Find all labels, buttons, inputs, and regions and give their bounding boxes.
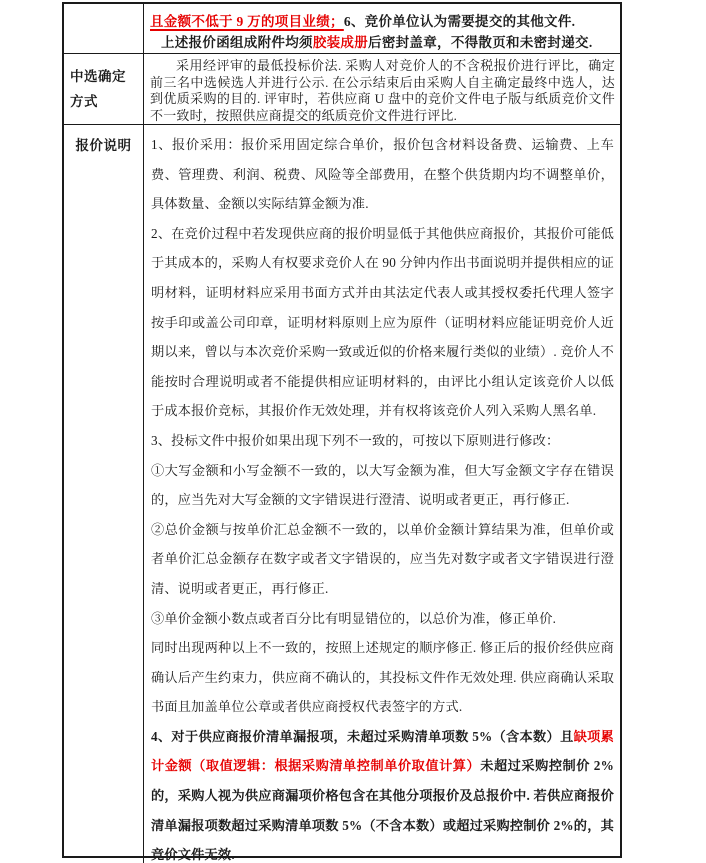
table-row-submission-notes-continued <box>64 4 620 53</box>
pricing-notes-header-label: 报价说明 <box>75 138 132 153</box>
table-row-selection-method <box>64 53 620 124</box>
binding-requirement-highlight-text: 胶装成册 <box>312 35 369 50</box>
submission-note-line2 <box>150 32 615 53</box>
missing-items-rule-suffix-text: 未超过采购控制价 2%的，采购人视为供应商漏项价格包含在其他分项报价及总报价中. 若供应商报价清单漏报项数超过采购清单项数 5%（不含本数）或超过采购控制价 2%的，其竞价文件无效. <box>151 758 614 863</box>
table-row-pricing-notes <box>64 124 620 863</box>
pricing-paragraph-3-note: 同时出现两种以上不一致的，按照上述规定的顺序修正. 修正后的报价经供应商确认后产生约束力，供应商不确认的，其投标文件作无效处理. 供应商确认采取书面且加盖单位公章或者供应商授权代表签字的方式. <box>151 640 614 715</box>
row1-content-cell <box>144 4 620 53</box>
pricing-paragraph-3-item3: ③单价金额小数点或者百分比有明显错位的，以总价为准，修正单价. <box>151 610 557 626</box>
selection-method-content-cell <box>144 54 620 124</box>
pricing-paragraph-4 <box>151 722 614 863</box>
pricing-paragraph-2: 2、在竞价过程中若发现供应商的报价明显低于其他供应商报价，其报价可能低于其成本的，采购人有权要求竞价人在 90 分钟内作出书面说明并提供相应的证明材料，证明材料应采用书面方式并由其法定代表人或其授权委托代理人签字按手印或盖公司印章，证明材料原则上应为原件（证明材料应能证明竞价人近期以来，曾以与本次竞价采购一致或近似的价格来履行类似的业绩）. 竞价人不能按时合理说明或者不能提供相应证明材料的，由评比小组认定该竞价人以低于成本报价竞标，其报价作无效处理，并有权将该竞价人列入采购人黑名单. <box>151 225 614 419</box>
binding-requirement-suffix-text: 后密封盖章，不得散页和未密封递交. <box>368 35 593 50</box>
pricing-paragraph-1: 1、报价采用：报价采用固定综合单价，报价包含材料设备费、运输费、上车费、管理费、利润、税费、风险等全部费用，在整个供货期内均不调整单价，具体数量、金额以实际结算金额为准. <box>151 137 614 212</box>
submission-note-line1 <box>150 11 615 32</box>
bidding-terms-table <box>62 2 622 863</box>
pricing-notes-header-cell <box>64 125 144 863</box>
pricing-notes-content-cell <box>144 125 620 863</box>
missing-items-rule-highlight-text: 缺项累计金额（取值逻辑：根据采购清单控制单价取值计算） <box>151 728 614 774</box>
required-performance-amount-text: 且金额不低于 9 万的项目业绩； <box>150 14 344 29</box>
pricing-paragraph-3-item2: ②总价金额与按单价汇总金额不一致的，以单价金额计算结果为准，但单价或者单价汇总金额存在数字或者文字错误的，应当先对数字或者文字错误进行澄清、说明或者更正，再行修正. <box>151 521 614 596</box>
selection-method-header-cell <box>64 54 144 124</box>
selection-method-paragraph: 采用经评审的最低投标价法. 采购人对竞价人的不含税报价进行评比，确定前三名中选候选人并进行公示. 在公示结束后由采购人自主确定最终中选人，达到优质采购的目的. 评审时，若供应商 U 盘中的竞价文件电子版与纸质竞价文件不一致时，按照供应商提交的纸质竞价文件进行评比. <box>150 58 615 123</box>
row1-header-cell-empty <box>64 4 144 53</box>
binding-requirement-prefix-text: 上述报价函组成附件均须 <box>161 35 313 50</box>
pricing-paragraph-3-intro: 3、投标文件中报价如果出现下列不一致的，可按以下原则进行修改： <box>151 432 560 448</box>
other-documents-text: 6、竞价单位认为需要提交的其他文件. <box>343 14 576 29</box>
selection-method-header-label: 中选确定方式 <box>70 69 126 109</box>
missing-items-rule-prefix-text: 4、对于供应商报价清单漏报项，未超过采购清单项数 5%（含本数）且 <box>151 728 574 744</box>
pricing-paragraph-3-item1: ①大写金额和小写金额不一致的，以大写金额为准，但大写金额文字存在错误的，应当先对大写金额的文字错误进行澄清、说明或者更正，再行修正. <box>151 462 614 508</box>
